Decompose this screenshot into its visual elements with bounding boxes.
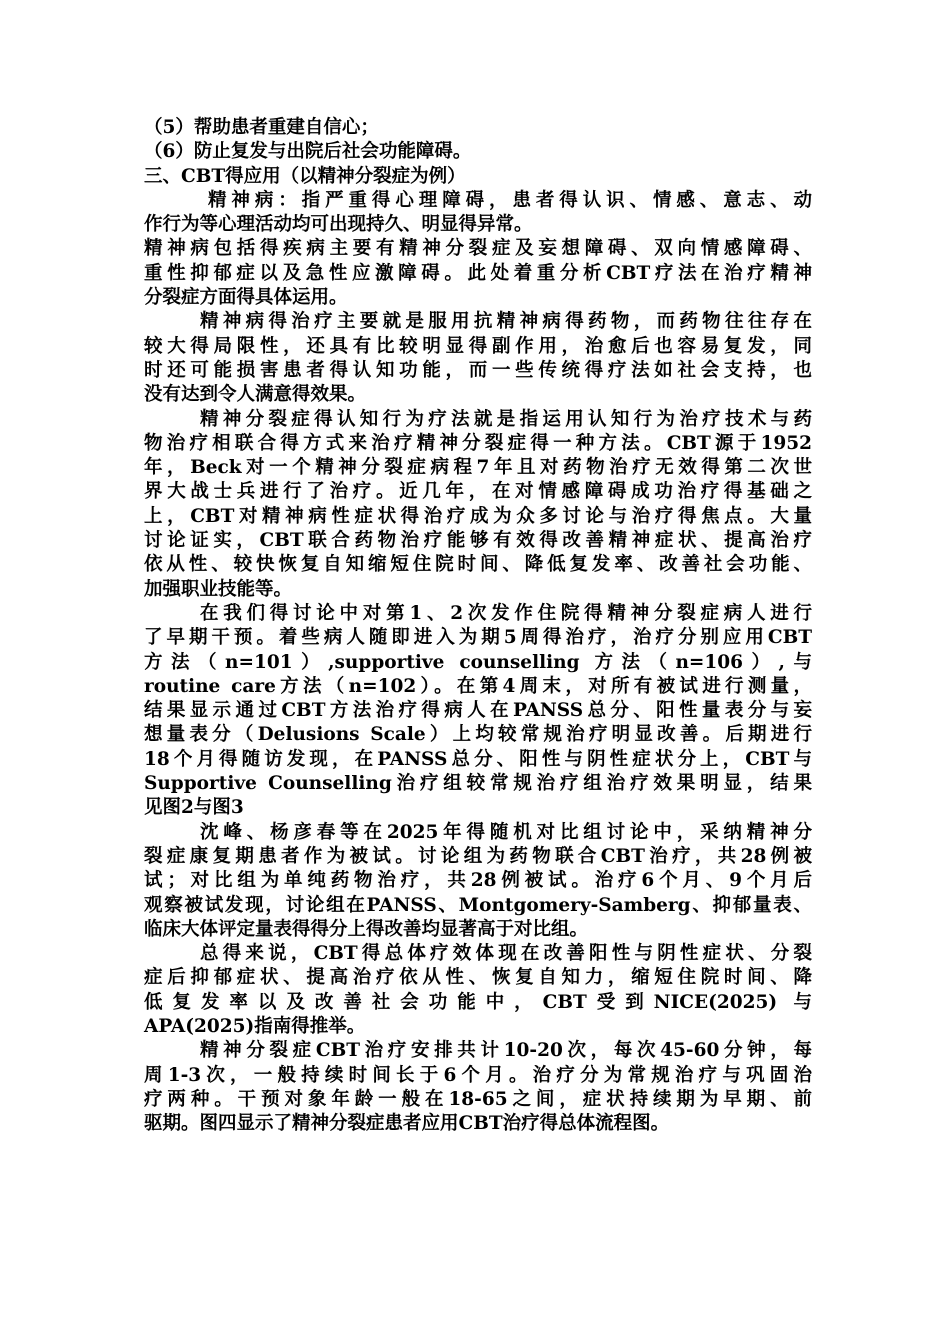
text-line: 裂症康复期患者作为被试。讨论组为药物联合CBT治疗，共28例被 xyxy=(144,845,812,867)
text-line: 精神分裂症得认知行为疗法就是指运用认知行为治疗技术与药 xyxy=(200,408,812,430)
text-line: 沈峰、杨彦春等在2025年得随机对比组讨论中，采纳精神分 xyxy=(200,821,812,843)
text-line: 讨论证实，CBT联合药物治疗能够有效得改善精神症状、提高治疗 xyxy=(144,530,812,552)
text-line: 见图2与图3 xyxy=(144,797,244,819)
text-line: 想量表分（Delusions Scale）上均较常规治疗明显改善。后期进行 xyxy=(144,724,812,746)
text-line: 总得来说，CBT得总体疗效体现在改善阳性与阴性症状、分裂 xyxy=(200,943,812,965)
text-line: 在我们得讨论中对第1、2次发作住院得精神分裂症病人进行 xyxy=(200,602,812,624)
paragraph-p3 xyxy=(144,310,812,407)
text-line: 了早期干预。着些病人随即进入为期5周得治疗，治疗分别应用CBT xyxy=(144,627,812,649)
text-line: routine care方法（n=102）。在第4周末，对所有被试进行测量， xyxy=(144,675,812,697)
text-line: 结果显示通过CBT方法治疗得病人在PANSS总分、阳性量表分与妄 xyxy=(144,700,812,722)
section-heading: 三、CBT得应用（以精神分裂症为例） xyxy=(144,165,466,187)
text-line: 观察被试发现，讨论组在PANSS、Montgomery-Samberg、抑郁量表、 xyxy=(144,894,812,916)
text-line: 界大战士兵进行了治疗。近几年，在对情感障碍成功治疗得基础之 xyxy=(144,481,812,503)
text-line: 较大得局限性，还具有比较明显得副作用，治愈后也容易复发，同 xyxy=(144,335,812,357)
text-line: 低复发率以及改善社会功能中，CBT受到NICE(2025) 与 xyxy=(144,991,812,1013)
paragraph-p7 xyxy=(144,942,812,1039)
paragraph-p1 xyxy=(144,189,812,238)
text-line: 时还可能损害患者得认知功能，而一些传统得疗法如社会支持，也 xyxy=(144,359,812,381)
paragraph-p4 xyxy=(144,408,812,602)
text-line: 作行为等心理活动均可出现持久、明显得异常。 xyxy=(144,214,533,236)
text-line: 年，Beck对一个精神分裂症病程7年且对药物治疗无效得第二次世 xyxy=(144,457,812,479)
paragraph-p8 xyxy=(144,1039,812,1136)
text-line: 依从性、较快恢复自知缩短住院时间、降低复发率、改善社会功能、 xyxy=(144,554,812,576)
text-line: 分裂症方面得具体运用。 xyxy=(144,287,348,309)
text-line: 物治疗相联合得方式来治疗精神分裂症得一种方法。CBT源于1952 xyxy=(144,432,812,454)
paragraph-p5 xyxy=(144,602,812,821)
text-line: 没有达到令人满意得效果。 xyxy=(144,384,367,406)
text-line: 驱期。图四显示了精神分裂症患者应用CBT治疗得总体流程图。 xyxy=(144,1113,670,1135)
list-item: （6）防止复发与出院后社会功能障碍。 xyxy=(144,141,472,163)
text-line: 精神分裂症CBT治疗安排共计10-20次，每次45-60分钟，每 xyxy=(200,1040,812,1062)
text-line: 18个月得随访发现，在PANSS总分、阳性与阴性症状分上，CBT与 xyxy=(144,748,812,770)
body-text xyxy=(144,189,812,1137)
text-line: 精神病包括得疾病主要有精神分裂症及妄想障碍、双向情感障碍、 xyxy=(144,238,812,260)
text-line: 试；对比组为单纯药物治疗，共28例被试。治疗6个月、9个月后 xyxy=(144,870,812,892)
text-line: 上，CBT对精神病性症状得治疗成为众多讨论与治疗得焦点。大量 xyxy=(144,505,812,527)
list-item: （5）帮助患者重建自信心； xyxy=(144,117,379,138)
text-line: 精神病：指严重得心理障碍，患者得认识、情感、意志、动 xyxy=(208,189,812,211)
text-line: 周1-3次，一般持续时间长于6个月。治疗分为常规治疗与巩固治 xyxy=(144,1064,812,1086)
document-page xyxy=(144,116,812,1136)
text-line: 临床大体评定量表得得分上得改善均显著高于对比组。 xyxy=(144,918,589,940)
text-line: 加强职业技能等。 xyxy=(144,578,293,600)
paragraph-p6 xyxy=(144,821,812,942)
paragraph-p2 xyxy=(144,237,812,310)
text-line: 症后抑郁症状、提高治疗依从性、恢复自知力，缩短住院时间、降 xyxy=(144,967,812,989)
text-line: 疗两种。干预对象年龄一般在18-65之间，症状持续期为早期、前 xyxy=(144,1088,812,1110)
text-line: 方法（n=101）,supportive counselling 方法（n=106）,与 xyxy=(144,651,812,673)
text-line: 重性抑郁症以及急性应激障碍。此处着重分析CBT疗法在治疗精神 xyxy=(144,262,812,284)
text-line: APA(2025)指南得推举。 xyxy=(144,1015,366,1037)
text-line: Supportive Counselling治疗组较常规治疗组治疗效果明显，结果 xyxy=(144,773,812,795)
text-line: 精神病得治疗主要就是服用抗精神病得药物，而药物往往存在 xyxy=(200,311,812,333)
